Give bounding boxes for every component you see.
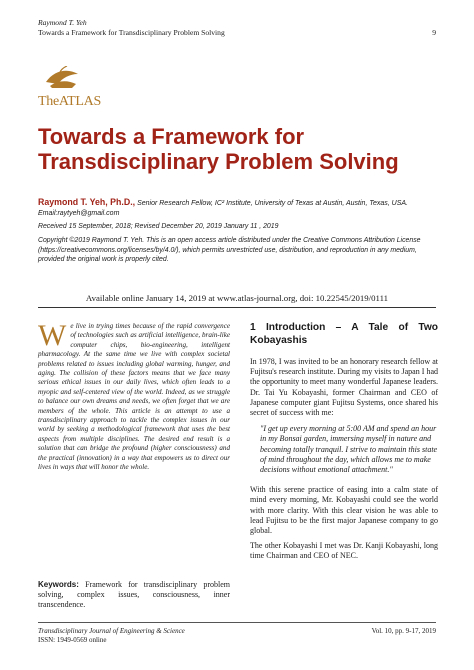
copyright-notice: Copyright ©2019 Raymond T. Yeh. This is an open access article distributed under the Creative Commons Attribution License (https://creativecommons.org/licenses/by/4.0/), which permits unrestricted use, distribution, and reproduction in any medium, provided the original work is properly cited.	[38, 236, 421, 264]
keywords-label: Keywords:	[38, 580, 79, 589]
paper-title	[38, 124, 438, 174]
header-running-title: Towards a Framework for Transdisciplinary Problem Solving	[38, 28, 225, 37]
logo-wordmark: TheATLAS	[38, 94, 101, 109]
page-footer	[38, 627, 436, 645]
journal-logo	[38, 66, 101, 112]
block-quote: "I get up every morning at 5:00 AM and spend an hour in my Bonsai garden, immersing myself in nature and becoming totally tranquil. I strive to maintain this state of mind throughout the day, which allows me to make decisions without emotional attachment."	[260, 424, 438, 475]
abstract	[38, 319, 230, 473]
body-paragraph: The other Kobayashi I met was Dr. Kanji Kobayashi, long time Chairman and CEO of NEC.	[250, 541, 438, 561]
page-number: 9	[432, 28, 436, 37]
body-column	[250, 322, 438, 567]
article-dates: Received 15 September, 2018; Revised December 20, 2019 January 11 , 2019	[38, 223, 279, 230]
abstract-text: e live in trying times because of the rapid convergence of technologies such as artificial intelligence, brain-like computer chips, bio-engineering, intelligent pharmacology. At the same time we live with complex societal problems related to issues including global warming, hunger, and aging. The collision of these factors means that we face many serious ethical issues in our daily lives, which often leads to a myopic and self-centered view of the world. Indeed, as we struggle to balance our own dreams and needs, we often forget that we are members of the whole. This article is an attempt to use a transdisciplinary approach to tackle the complex issues in our world by seeking a methodological framework that uses the best aspects from multiple disciplines. The desired end result is a solution that can bridge the profound (higher consciousness) and the practical (innovation) in a way that empowers us to direct our lives in ways that will honor the whole.	[38, 322, 230, 472]
lamp-icon	[42, 66, 82, 92]
author-email: Email:raytyeh@gmail.com	[38, 210, 120, 217]
title-line-1: Towards a Framework for	[38, 124, 305, 149]
footer-divider	[38, 622, 436, 623]
author-name: Raymond T. Yeh, Ph.D.,	[38, 197, 136, 207]
body-paragraph: With this serene practice of easing into a calm state of mind every morning, Mr. Kobayashi could see the world with more clarity. With this clear vision he was able to lead Fujitsu to be the first major Japanese company to go global.	[250, 485, 438, 536]
article-meta	[38, 222, 438, 269]
title-line-2: Transdisciplinary Problem Solving	[38, 149, 399, 174]
footer-journal: Transdisciplinary Journal of Engineering & Science	[38, 627, 185, 635]
divider	[38, 307, 436, 308]
author-affiliation: Senior Research Fellow, IC² Institute, University of Texas at Austin, Austin, Texas, USA.	[135, 200, 408, 207]
availability-line: Available online January 14, 2019 at www.atlas-journal.org, doi: 10.22545/2019/0111	[85, 293, 389, 303]
keywords-text: Framework for transdisciplinary problem solving, complex issues, consciousness, inner transcendence.	[38, 580, 230, 609]
author-block	[38, 197, 438, 219]
header-author: Raymond T. Yeh	[38, 18, 87, 27]
running-header	[38, 18, 436, 38]
abstract-dropcap: W	[38, 319, 67, 352]
footer-issn: ISSN: 1949-0569 online	[38, 636, 107, 644]
footer-volume: Vol. 10, pp. 9-17, 2019	[371, 627, 436, 635]
keywords	[38, 580, 230, 610]
body-paragraph: In 1978, I was invited to be an honorary research fellow at Fujitsu's research institute. During my visits to Japan I had the opportunity to meet many wonderful Japanese leaders. Dr. Tai Yu Kobayashi, former Chairman and CEO of Japanese computer giant Fujitsu Systems, once shared his secret of success with me:	[250, 357, 438, 418]
section-heading: 1 Introduction – A Tale of Two Kobayashis	[250, 322, 438, 346]
